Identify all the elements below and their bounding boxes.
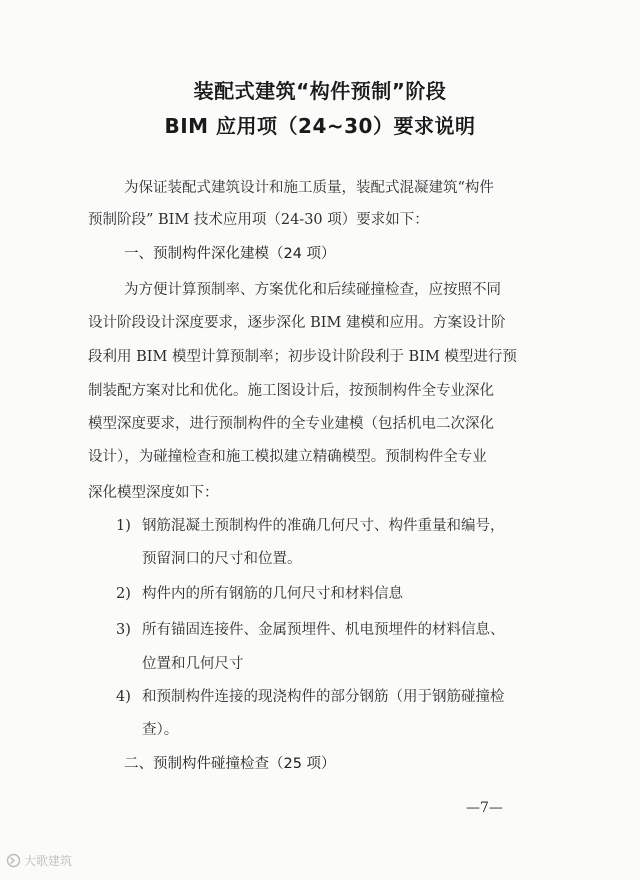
watermark xyxy=(6,852,72,869)
section1-heading: 一、预制构件深化建模（24 项） xyxy=(124,246,336,262)
list-item-text: 查）。 xyxy=(142,722,179,738)
watermark-text: 大歌建筑 xyxy=(24,854,73,868)
list-item-text: 所有锚固连接件、金属预埋件、机电预埋件的材料信息、 xyxy=(142,622,505,638)
section2-heading: 二、预制构件碰撞检查（25 项） xyxy=(124,756,336,772)
document-title-line1: 装配式建筑“构件预制”阶段 xyxy=(193,79,447,103)
intro-line-2: 预制阶段” BIM 技术应用项（24-30 项）要求如下： xyxy=(88,212,429,228)
list-item-text: 和预制构件连接的现浇构件的部分钢筋（用于钢筋碰撞检 xyxy=(142,689,505,705)
list-item-number: 4) xyxy=(116,689,131,705)
page-number: —7— xyxy=(466,800,503,816)
list-item-number: 1) xyxy=(116,518,131,534)
list-item-text: 位置和几何尺寸 xyxy=(142,656,244,672)
list-item-text: 预留洞口的尺寸和位置。 xyxy=(142,551,302,567)
brand-logo-icon xyxy=(6,853,21,868)
paragraph-line: 设计），为碰撞检查和施工模拟建立精确模型。预制构件全专业 xyxy=(88,449,487,465)
paragraph-line: 设计阶段设计深度要求，逐步深化 BIM 建模和应用。方案设计阶 xyxy=(88,315,506,331)
paragraph-line: 模型深度要求，进行预制构件的全专业建模（包括机电二次深化 xyxy=(88,416,494,432)
document-title-line2: BIM 应用项（24~30）要求说明 xyxy=(164,114,476,138)
list-item-text: 钢筋混凝土预制构件的准确几何尺寸、构件重量和编号， xyxy=(142,518,505,534)
paragraph-line: 为方便计算预制率、方案优化和后续碰撞检查，应按照不同 xyxy=(124,282,501,298)
paragraph-line: 深化模型深度如下： xyxy=(88,485,219,501)
list-item-number: 3) xyxy=(116,622,131,638)
paragraph-line: 段利用 BIM 模型计算预制率；初步设计阶段利于 BIM 模型进行预 xyxy=(88,349,517,365)
list-item-text: 构件内的所有钢筋的几何尺寸和材料信息 xyxy=(142,586,403,602)
list-item-number: 2) xyxy=(116,586,131,602)
intro-line-1: 为保证装配式建筑设计和施工质量，装配式混凝建筑“构件 xyxy=(124,180,494,196)
paragraph-line: 制装配方案对比和优化。施工图设计后，按预制构件全专业深化 xyxy=(88,383,494,399)
